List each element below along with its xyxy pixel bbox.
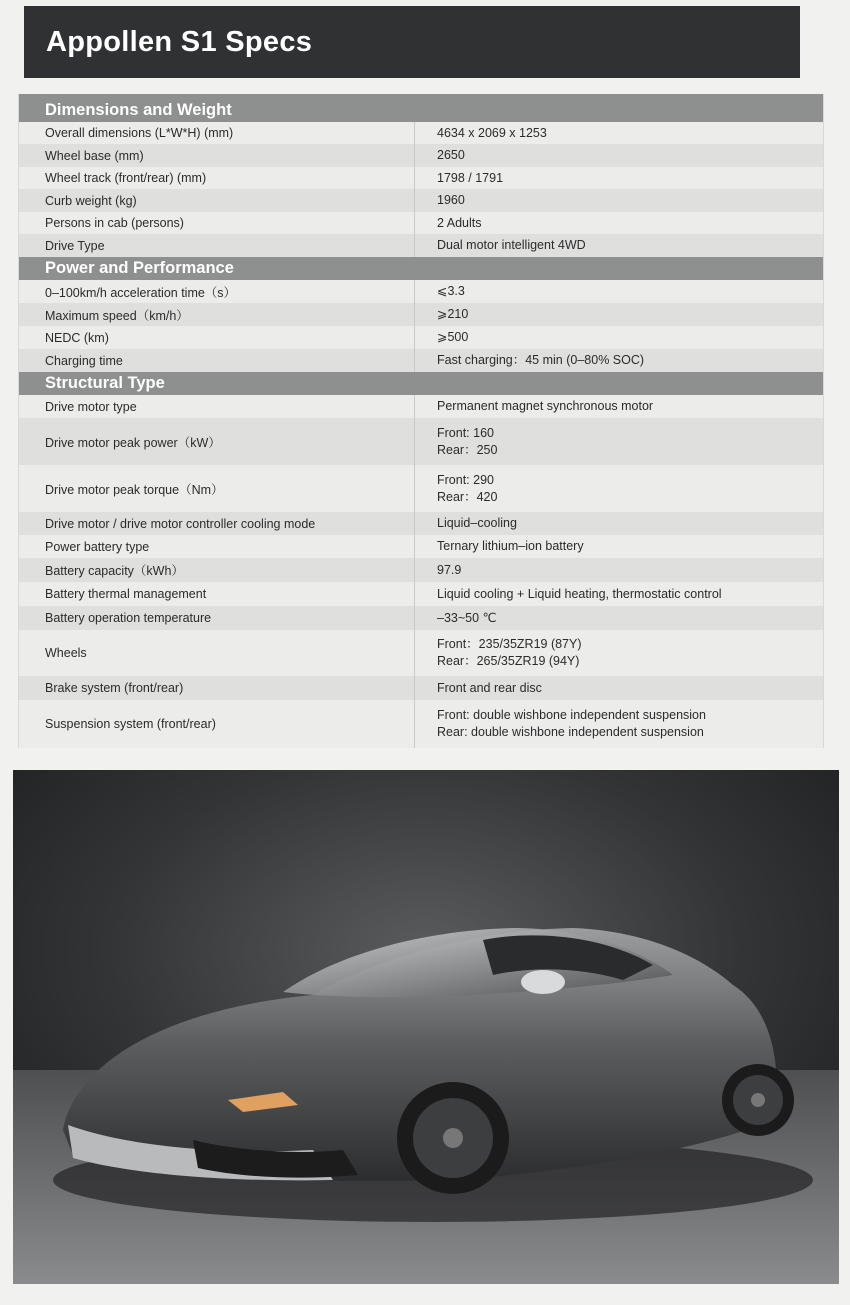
spec-value xyxy=(415,395,823,418)
spec-label: Battery operation temperature xyxy=(19,606,415,630)
spec-row xyxy=(19,167,823,189)
spec-label: Wheel base (mm) xyxy=(19,144,415,167)
spec-value-line: Front: 160 xyxy=(437,425,494,440)
spec-value xyxy=(415,189,823,212)
spec-label: Battery capacity（kWh） xyxy=(19,558,415,582)
spec-row xyxy=(19,234,823,257)
spec-row xyxy=(19,558,823,582)
spec-value xyxy=(415,465,823,512)
spec-row xyxy=(19,189,823,212)
spec-value xyxy=(415,558,823,582)
spec-label: 0–100km/h acceleration time（s） xyxy=(19,280,415,303)
spec-row xyxy=(19,280,823,303)
spec-value-line: Dual motor intelligent 4WD xyxy=(437,238,586,252)
spec-value xyxy=(415,630,823,676)
spec-value-line: 4634 x 2069 x 1253 xyxy=(437,125,547,140)
spec-row xyxy=(19,349,823,372)
car-photo xyxy=(13,770,839,1284)
spec-row xyxy=(19,465,823,512)
spec-value-line: ⩾210 xyxy=(437,307,469,321)
spec-row xyxy=(19,535,823,558)
section-header-structural: Structural Type xyxy=(19,372,823,395)
spec-value xyxy=(415,512,823,535)
car-illustration xyxy=(13,770,839,1284)
spec-row xyxy=(19,144,823,167)
section-header-power: Power and Performance xyxy=(19,257,823,280)
spec-table xyxy=(18,94,824,748)
spec-value xyxy=(415,676,823,700)
spec-value-line: Rear: double wishbone independent suspension xyxy=(437,725,704,739)
spec-label: Overall dimensions (L*W*H) (mm) xyxy=(19,122,415,144)
spec-value-line: Front：235/35ZR19 (87Y) xyxy=(437,637,582,651)
spec-row xyxy=(19,606,823,630)
spec-label: NEDC (km) xyxy=(19,326,415,349)
spec-label: Curb weight (kg) xyxy=(19,189,415,212)
spec-value xyxy=(415,418,823,465)
spec-value xyxy=(415,212,823,234)
spec-value-line: Liquid cooling + Liquid heating, thermostatic control xyxy=(437,586,722,601)
spec-row xyxy=(19,676,823,700)
section-rows-dimensions xyxy=(19,122,823,257)
section-rows-structural xyxy=(19,395,823,748)
spec-value-line: ⩾500 xyxy=(437,330,469,344)
spec-label: Suspension system (front/rear) xyxy=(19,700,415,748)
spec-row xyxy=(19,630,823,676)
spec-value-line: –33~50 ℃ xyxy=(437,610,497,625)
spec-value-line: Permanent magnet synchronous motor xyxy=(437,399,654,413)
spec-label: Persons in cab (persons) xyxy=(19,212,415,234)
spec-label: Wheel track (front/rear) (mm) xyxy=(19,167,415,189)
spec-label: Charging time xyxy=(19,349,415,372)
spec-value-line: Front and rear disc xyxy=(437,680,542,695)
spec-value xyxy=(415,122,823,144)
page-title: Appollen S1 Specs xyxy=(46,25,313,58)
spec-label: Power battery type xyxy=(19,535,415,558)
spec-label: Drive motor peak power（kW） xyxy=(19,418,415,465)
spec-value xyxy=(415,606,823,630)
spec-value-line: Rear：265/35ZR19 (94Y) xyxy=(437,654,580,668)
section-rows-power xyxy=(19,280,823,372)
spec-row xyxy=(19,512,823,535)
spec-value xyxy=(415,349,823,372)
spec-value xyxy=(415,535,823,558)
spec-value-line: Front: 290 xyxy=(437,472,494,487)
title-banner xyxy=(24,6,800,78)
spec-value xyxy=(415,144,823,167)
spec-label: Maximum speed（km/h） xyxy=(19,303,415,326)
spec-row xyxy=(19,582,823,606)
section-header-dimensions: Dimensions and Weight xyxy=(19,94,823,122)
spec-value xyxy=(415,167,823,189)
spec-value-line: 1960 xyxy=(437,193,465,207)
spec-row xyxy=(19,395,823,418)
spec-value xyxy=(415,326,823,349)
spec-value-line: 97.9 xyxy=(437,562,462,577)
spec-value-line: Fast charging：45 min (0–80% SOC) xyxy=(437,353,645,367)
spec-value-line: Rear：250 xyxy=(437,442,498,457)
spec-value-line: 2 Adults xyxy=(437,215,482,230)
spec-value-line: Rear：420 xyxy=(437,489,498,504)
spec-row xyxy=(19,326,823,349)
spec-row xyxy=(19,303,823,326)
spec-label: Drive Type xyxy=(19,234,415,257)
spec-value xyxy=(415,582,823,606)
spec-value-line: Ternary lithium–ion battery xyxy=(437,539,584,553)
spec-value xyxy=(415,234,823,257)
spec-label: Brake system (front/rear) xyxy=(19,676,415,700)
spec-row xyxy=(19,418,823,465)
spec-value-line: 1798 / 1791 xyxy=(437,170,504,185)
spec-value xyxy=(415,700,823,748)
spec-row xyxy=(19,122,823,144)
spec-row xyxy=(19,700,823,748)
spec-label: Battery thermal management xyxy=(19,582,415,606)
spec-value-line: 2650 xyxy=(437,148,465,162)
spec-value-line: Liquid–cooling xyxy=(437,516,517,530)
spec-value xyxy=(415,303,823,326)
spec-label: Drive motor peak torque（Nm） xyxy=(19,465,415,512)
spec-value-line: ⩽3.3 xyxy=(437,284,465,298)
spec-label: Drive motor type xyxy=(19,395,415,418)
spec-row xyxy=(19,212,823,234)
spec-label: Wheels xyxy=(19,630,415,676)
spec-label: Drive motor / drive motor controller cooling mode xyxy=(19,512,415,535)
spec-value-line: Front: double wishbone independent suspension xyxy=(437,708,706,722)
spec-value xyxy=(415,280,823,303)
